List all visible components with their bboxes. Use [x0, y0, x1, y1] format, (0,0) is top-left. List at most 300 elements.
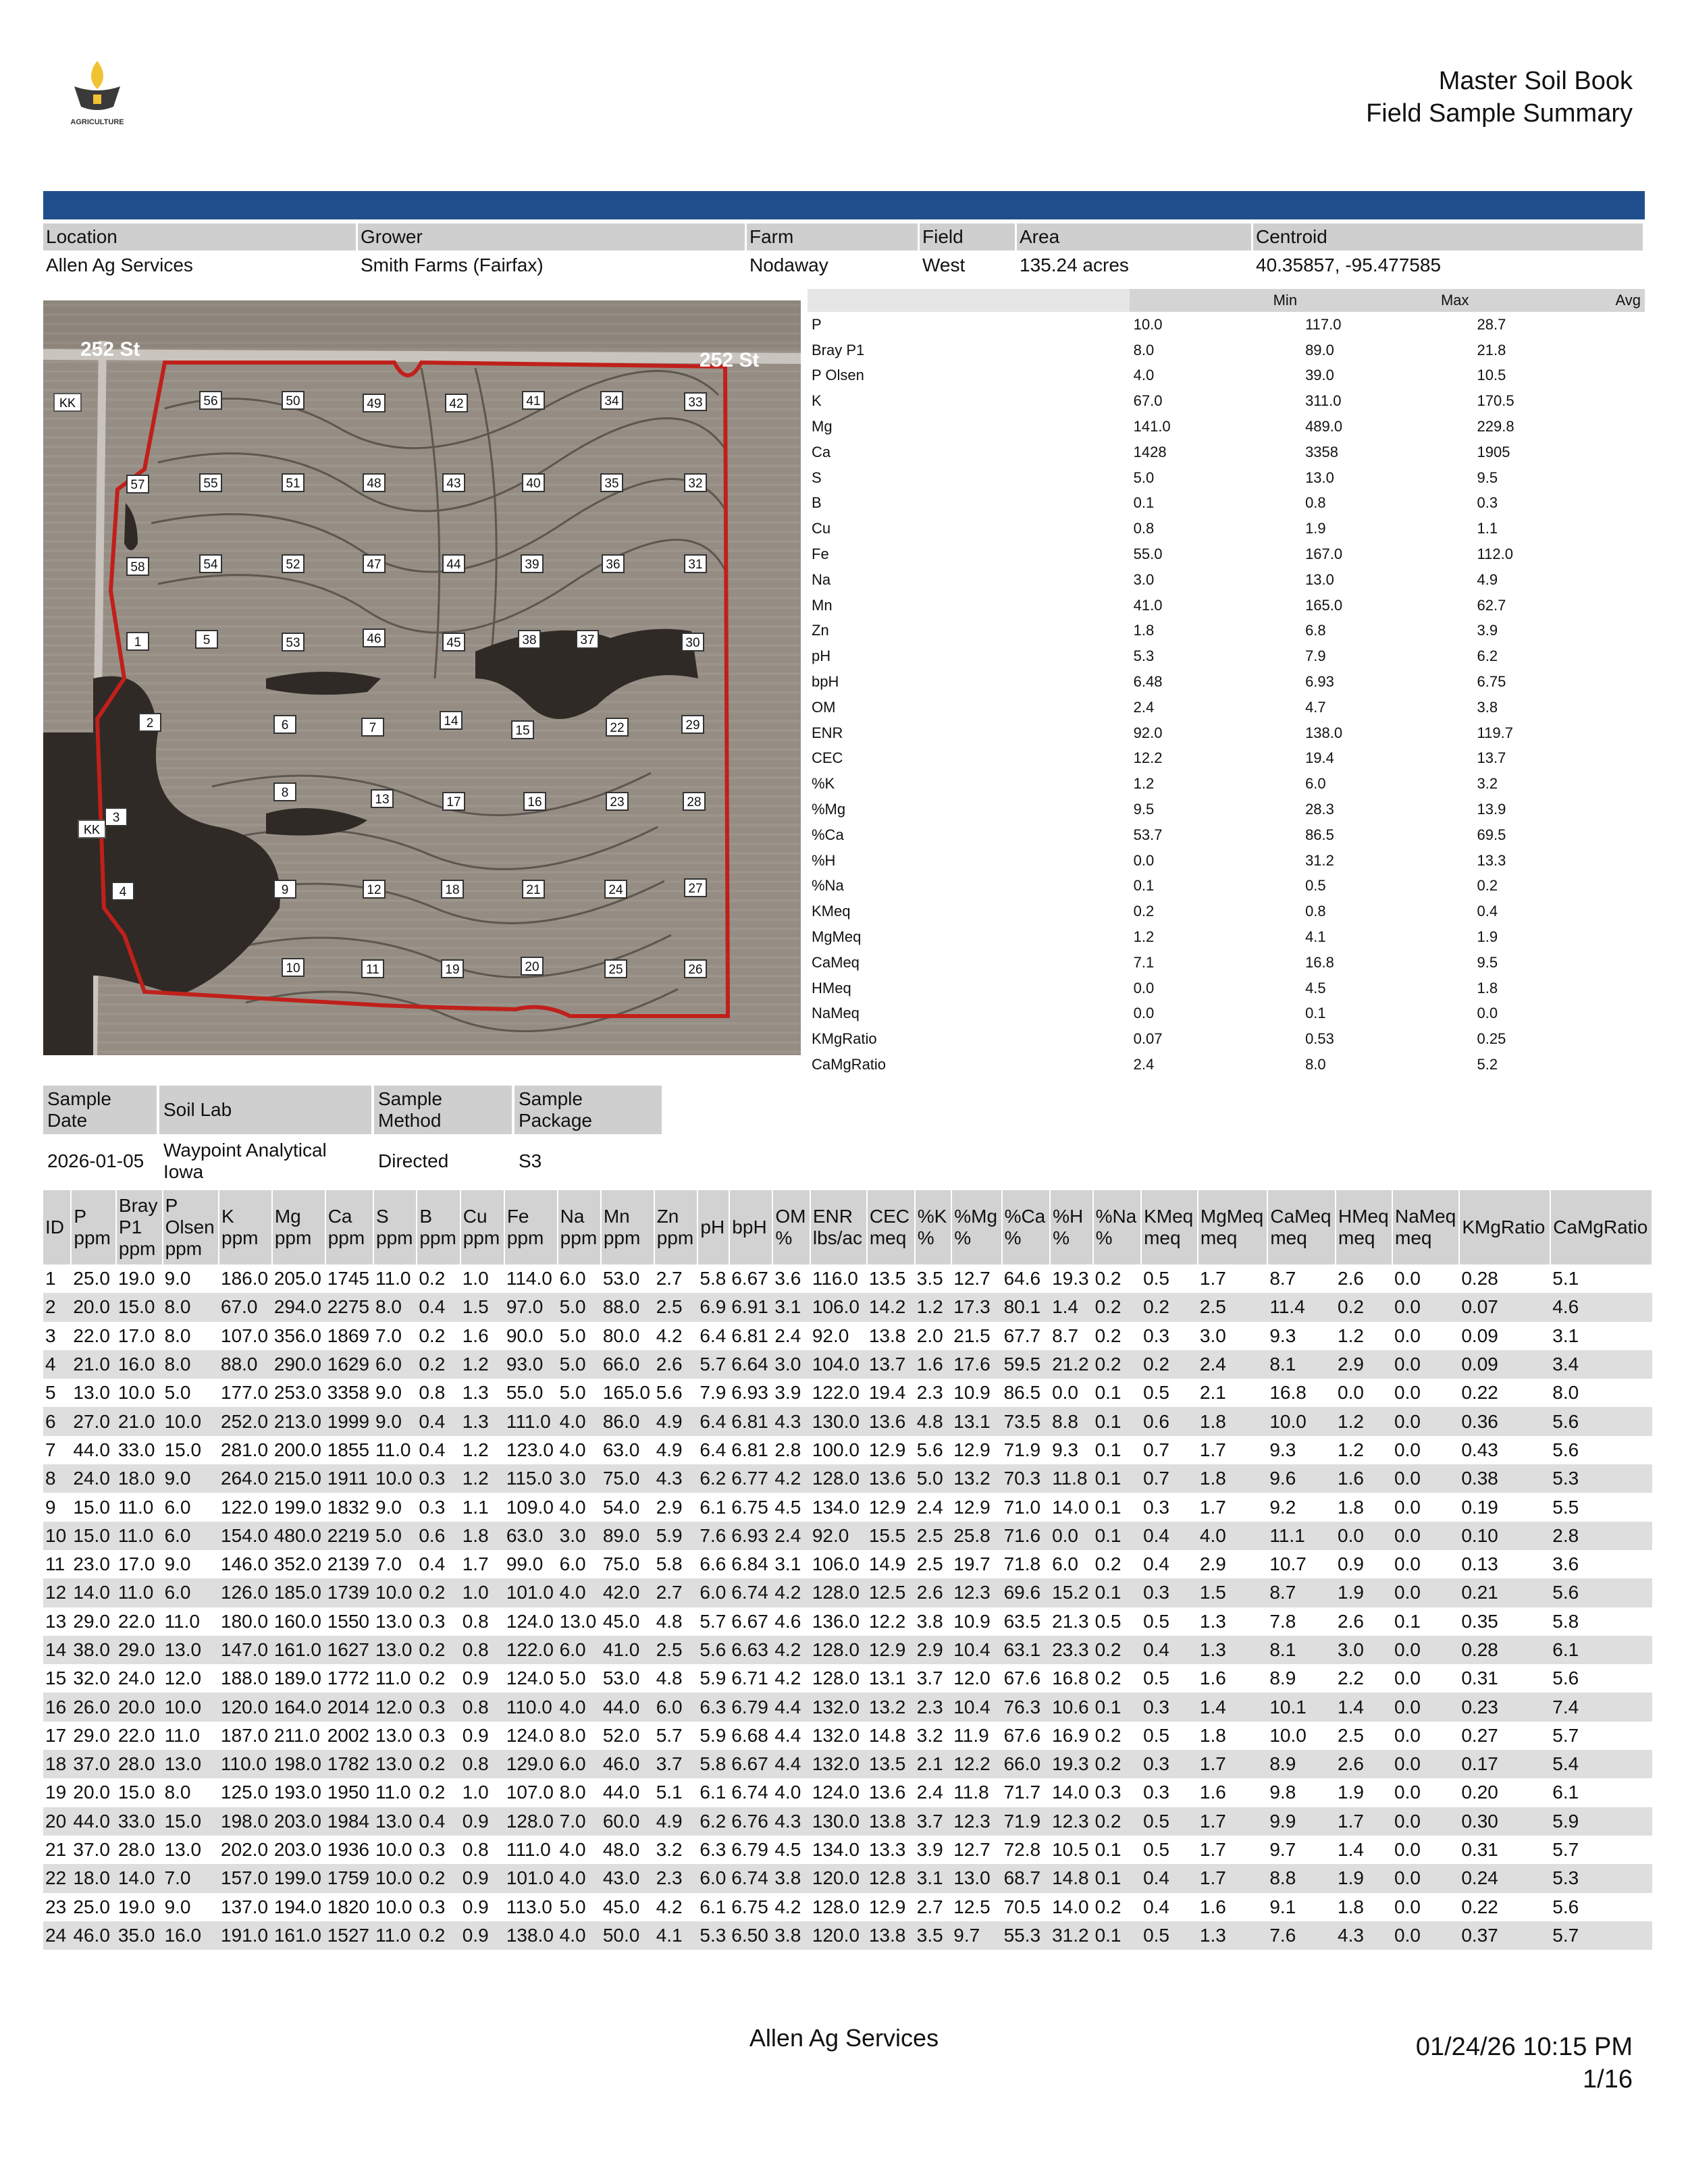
- table-cell: 2139: [327, 1553, 369, 1575]
- table-cell: 5.6: [1552, 1896, 1579, 1917]
- table-cell: 4.2: [774, 1668, 801, 1689]
- table-cell: 1.3: [1198, 1921, 1267, 1950]
- sample-point-10[interactable]: [282, 959, 304, 976]
- table-cell: 122.0: [221, 1496, 269, 1518]
- table-cell: 11.0: [116, 1578, 163, 1607]
- table-cell: 0.4: [419, 1553, 446, 1575]
- table-cell: 76.3: [1002, 1693, 1051, 1721]
- sample-point-label: 28: [687, 795, 702, 809]
- table-cell: 55.0: [506, 1382, 544, 1404]
- table-cell: 14.0: [71, 1578, 116, 1607]
- table-cell: 13.0: [373, 1807, 417, 1836]
- sample-point-30[interactable]: [682, 633, 704, 651]
- table-cell: 13.8: [868, 1325, 906, 1346]
- sample-point-55[interactable]: [200, 474, 221, 491]
- table-cell: 480.0: [272, 1522, 325, 1550]
- table-cell: 200.0: [273, 1439, 321, 1460]
- table-cell: 7.0: [375, 1325, 402, 1346]
- stats-row: [808, 924, 1645, 950]
- table-cell: 90.0: [506, 1325, 544, 1346]
- sample-point-34[interactable]: [601, 392, 623, 409]
- table-cell: 120.0: [810, 1921, 867, 1950]
- table-cell: 12.8: [867, 1864, 915, 1892]
- table-cell: 0.5: [1143, 1668, 1169, 1689]
- table-cell: 2.9: [656, 1496, 683, 1518]
- sample-value: Directed: [378, 1150, 449, 1171]
- table-cell: 3.0: [1336, 1636, 1392, 1664]
- table-cell: 128.0: [504, 1807, 558, 1836]
- table-cell: 0.1: [1093, 1407, 1142, 1435]
- sample-point-label: 2: [146, 716, 154, 730]
- table-cell: 19.7: [953, 1553, 991, 1575]
- table-cell: 2.9: [1336, 1350, 1392, 1379]
- table-cell: 0.2: [1336, 1293, 1392, 1321]
- table-cell: 6.67: [731, 1610, 768, 1632]
- table-cell: 5.3: [697, 1921, 729, 1950]
- table-cell: 93.0: [504, 1350, 558, 1379]
- sample-point-24[interactable]: [605, 880, 627, 898]
- table-cell: 18.0: [116, 1464, 163, 1493]
- table-cell: 1.8: [460, 1522, 504, 1550]
- sample-point-14[interactable]: [440, 712, 462, 729]
- sample-point-32[interactable]: [685, 474, 706, 491]
- sample-point-33[interactable]: [685, 393, 706, 410]
- table-cell: 1629: [325, 1350, 373, 1379]
- table-cell: 4.9: [654, 1407, 698, 1435]
- table-cell: 46.0: [601, 1750, 654, 1778]
- table-cell: 0.0: [1050, 1522, 1093, 1550]
- table-cell: 4.8: [656, 1610, 683, 1632]
- table-cell: 111.0: [504, 1407, 558, 1435]
- sample-point-36[interactable]: [602, 555, 624, 572]
- table-cell: 0.36: [1459, 1407, 1550, 1435]
- stats-label: Bray P1: [812, 341, 865, 358]
- table-cell: 10.6: [1050, 1693, 1093, 1721]
- table-cell: 12.7: [953, 1268, 991, 1289]
- stats-label: S: [812, 469, 822, 486]
- stats-value: 0.1: [1133, 494, 1155, 512]
- sample-point-label: 7: [369, 721, 377, 735]
- sample-point-52[interactable]: [282, 555, 304, 572]
- table-cell: 205.0: [273, 1268, 321, 1289]
- sample-point-21[interactable]: [523, 880, 544, 898]
- table-cell: 12.3: [1050, 1807, 1093, 1836]
- table-cell: 60.0: [601, 1807, 654, 1836]
- table-cell: 0.1: [1094, 1839, 1122, 1861]
- table-cell: 10.5: [1052, 1839, 1089, 1861]
- column-header: CEC meq: [867, 1190, 915, 1264]
- table-cell: 0.38: [1459, 1464, 1550, 1493]
- table-cell: 120.0: [810, 1864, 867, 1892]
- table-cell: 43.0: [601, 1864, 654, 1892]
- stats-value: 6.48: [1133, 673, 1163, 691]
- table-cell: 12.2: [868, 1610, 906, 1632]
- sample-point-label: 24: [608, 883, 623, 897]
- stats-label: Ca: [812, 443, 831, 460]
- sample-point-label: 46: [367, 632, 381, 646]
- table-cell: 164.0: [272, 1693, 325, 1721]
- stats-value: 13.9: [1477, 801, 1506, 818]
- sample-point-2[interactable]: [139, 714, 161, 731]
- table-cell: 134.0: [812, 1496, 860, 1518]
- stats-label: CEC: [812, 749, 843, 767]
- sample-point-45[interactable]: [443, 633, 465, 651]
- table-cell: 44.0: [71, 1807, 116, 1836]
- table-cell: 2.3: [654, 1864, 698, 1892]
- stats-value: 311.0: [1305, 392, 1342, 410]
- table-cell: 0.1: [1093, 1921, 1142, 1950]
- table-cell: 55.3: [1002, 1921, 1051, 1950]
- table-cell: 4.1: [654, 1921, 698, 1950]
- table-cell: 109.0: [506, 1496, 554, 1518]
- sample-point-47[interactable]: [363, 555, 385, 572]
- sample-point-58[interactable]: [127, 558, 149, 575]
- sample-point-37[interactable]: [577, 631, 598, 648]
- logo-text: AGRICULTURE: [70, 118, 124, 126]
- stats-value: 1.8: [1477, 979, 1498, 996]
- sample-point-17[interactable]: [443, 793, 465, 810]
- table-cell: 290.0: [272, 1350, 325, 1379]
- sample-point-29[interactable]: [682, 716, 704, 733]
- table-cell: 15.5: [867, 1522, 915, 1550]
- table-cell: 0.4: [419, 1439, 446, 1460]
- summary-stats-table: [808, 289, 1645, 1077]
- table-cell: 71.0: [1003, 1496, 1041, 1518]
- table-cell: 4.5: [774, 1496, 801, 1518]
- sample-point-label: 12: [367, 883, 381, 897]
- table-cell: 4.6: [1550, 1293, 1652, 1321]
- sample-point-16[interactable]: [524, 793, 546, 810]
- table-cell: 6.0: [163, 1578, 219, 1607]
- table-cell: 129.0: [504, 1750, 558, 1778]
- table-cell: 13.0: [375, 1724, 413, 1746]
- sample-point-41[interactable]: [523, 392, 544, 409]
- column-header: Na ppm: [558, 1190, 601, 1264]
- table-cell: 10.0: [117, 1382, 155, 1404]
- table-cell: 0.1: [1093, 1693, 1142, 1721]
- sample-point-18[interactable]: [442, 880, 463, 898]
- table-cell: 6.74: [731, 1782, 768, 1803]
- header-bar: [43, 191, 1645, 219]
- road-label: 252 St: [80, 338, 140, 361]
- table-cell: 24.0: [117, 1668, 155, 1689]
- table-cell: 0.3: [1141, 1578, 1198, 1607]
- sample-point-label: 20: [525, 960, 539, 974]
- table-cell: 5.0: [559, 1668, 586, 1689]
- table-cell: 4.3: [772, 1407, 810, 1435]
- table-cell: 66.0: [601, 1350, 654, 1379]
- sample-point-46[interactable]: [363, 629, 385, 647]
- table-cell: 0.9: [1338, 1553, 1364, 1575]
- table-cell: 1.2: [460, 1464, 504, 1493]
- table-cell: 0.21: [1459, 1578, 1550, 1607]
- table-cell: 1627: [325, 1636, 373, 1664]
- sample-point-42[interactable]: [446, 394, 467, 412]
- table-cell: 0.09: [1459, 1350, 1550, 1379]
- sample-point-11[interactable]: [362, 960, 384, 978]
- sample-point-54[interactable]: [200, 555, 221, 572]
- table-cell: 2.5: [654, 1293, 698, 1321]
- sample-point-31[interactable]: [685, 555, 706, 572]
- sample-point-26[interactable]: [685, 960, 706, 978]
- sample-point-22[interactable]: [606, 718, 628, 736]
- sample-point-label: 21: [526, 883, 541, 897]
- stats-value: 6.2: [1477, 647, 1498, 665]
- table-cell: 0.2: [417, 1578, 460, 1607]
- table-cell: 11.4: [1267, 1293, 1336, 1321]
- table-cell: 12.9: [868, 1496, 906, 1518]
- sample-point-35[interactable]: [601, 474, 623, 491]
- table-cell: 2.7: [654, 1578, 698, 1607]
- table-cell: 3.8: [916, 1610, 943, 1632]
- sample-point-38[interactable]: [519, 631, 540, 648]
- table-cell: 185.0: [272, 1578, 325, 1607]
- stats-value: 0.1: [1305, 1005, 1326, 1022]
- table-cell: 0.31: [1461, 1668, 1498, 1689]
- column-header: %K %: [915, 1190, 951, 1264]
- sample-point-5[interactable]: [196, 631, 217, 648]
- table-cell: 4.8: [656, 1668, 683, 1689]
- table-cell: 352.0: [273, 1553, 321, 1575]
- table-cell: 3.5: [915, 1921, 951, 1950]
- sample-info-table: [43, 1086, 664, 1188]
- sample-point-23[interactable]: [606, 793, 628, 810]
- table-cell: 128.0: [810, 1464, 867, 1493]
- table-row: [43, 1807, 1652, 1836]
- sample-point-44[interactable]: [443, 555, 465, 572]
- table-cell: 6.67: [731, 1268, 768, 1289]
- table-cell: 5.7: [700, 1610, 727, 1632]
- stats-value: 0.2: [1477, 877, 1498, 895]
- table-cell: 6.0: [697, 1578, 729, 1607]
- sample-point-7[interactable]: [362, 718, 384, 736]
- table-cell: 6.4: [697, 1407, 729, 1435]
- stats-value: 89.0: [1305, 341, 1334, 358]
- sample-point-label: 41: [526, 394, 541, 408]
- table-cell: 23: [45, 1896, 67, 1917]
- table-cell: 9.0: [163, 1464, 219, 1493]
- table-cell: 33.0: [116, 1807, 163, 1836]
- sample-point-label: 1: [134, 635, 142, 649]
- table-cell: 116.0: [812, 1268, 858, 1289]
- table-cell: 6.74: [729, 1578, 772, 1607]
- stats-value: 53.7: [1133, 826, 1163, 843]
- table-cell: 1745: [327, 1268, 369, 1289]
- table-cell: 14.8: [868, 1724, 906, 1746]
- table-cell: 11.0: [116, 1522, 163, 1550]
- table-cell: 88.0: [219, 1350, 272, 1379]
- sample-point-13[interactable]: [371, 790, 393, 807]
- table-cell: 38.0: [71, 1636, 116, 1664]
- sample-point-27[interactable]: [685, 879, 706, 897]
- sample-point-3[interactable]: [105, 808, 127, 826]
- sample-point-8[interactable]: [274, 783, 296, 801]
- column-header: CaMeq meq: [1267, 1190, 1336, 1264]
- table-cell: 0.2: [1094, 1668, 1122, 1689]
- table-cell: 67.7: [1003, 1325, 1041, 1346]
- table-cell: 4.0: [559, 1439, 586, 1460]
- table-cell: 1.2: [1336, 1407, 1392, 1435]
- stats-row: [808, 1026, 1645, 1052]
- sample-point-40[interactable]: [523, 474, 544, 491]
- table-cell: 11.8: [1050, 1464, 1093, 1493]
- table-cell: 20: [43, 1807, 71, 1836]
- table-cell: 7.0: [375, 1553, 402, 1575]
- table-cell: 6.77: [729, 1464, 772, 1493]
- table-cell: 11: [45, 1553, 65, 1575]
- table-cell: 14.2: [867, 1293, 915, 1321]
- stats-label: Na: [812, 570, 831, 588]
- table-cell: 8.9: [1269, 1668, 1296, 1689]
- table-cell: 1.6: [1199, 1782, 1226, 1803]
- table-cell: 1.6: [1199, 1668, 1226, 1689]
- stats-value: 1.2: [1133, 928, 1155, 946]
- table-cell: 6.6: [700, 1553, 727, 1575]
- table-cell: 3.2: [916, 1724, 943, 1746]
- table-cell: 4.2: [656, 1896, 683, 1917]
- table-cell: 3.6: [774, 1268, 801, 1289]
- table-cell: 177.0: [221, 1382, 269, 1404]
- kk-label-text: KK: [59, 396, 76, 410]
- table-cell: 52.0: [602, 1724, 640, 1746]
- table-cell: 3.1: [1552, 1325, 1579, 1346]
- table-cell: 4: [43, 1350, 71, 1379]
- table-cell: 63.1: [1002, 1636, 1051, 1664]
- table-cell: 199.0: [272, 1864, 325, 1892]
- stats-value: 28.3: [1305, 801, 1334, 818]
- info-value: 135.24 acres: [1020, 255, 1129, 275]
- table-cell: 13.6: [867, 1407, 915, 1435]
- stats-label: Mn: [812, 596, 833, 614]
- table-cell: 16.0: [116, 1350, 163, 1379]
- table-cell: 4.0: [558, 1578, 601, 1607]
- table-cell: 1759: [325, 1864, 373, 1892]
- sample-point-15[interactable]: [512, 721, 533, 739]
- table-cell: 1: [45, 1268, 56, 1289]
- table-row: [43, 1578, 1652, 1607]
- sample-header: Soil Lab: [159, 1086, 374, 1134]
- sample-point-51[interactable]: [282, 474, 304, 491]
- stats-value: 6.0: [1305, 775, 1326, 793]
- sample-point-label: 27: [688, 882, 703, 896]
- sample-point-label: 9: [281, 883, 289, 897]
- table-cell: 5.7: [1552, 1724, 1579, 1746]
- table-cell: 2002: [327, 1724, 369, 1746]
- table-cell: 5.7: [1552, 1839, 1579, 1861]
- sample-point-label: 26: [688, 963, 703, 977]
- sample-point-50[interactable]: [282, 392, 304, 409]
- sample-point-48[interactable]: [363, 474, 385, 491]
- sample-point-9[interactable]: [274, 880, 296, 898]
- sample-point-1[interactable]: [127, 633, 149, 650]
- table-cell: 80.1: [1002, 1293, 1051, 1321]
- stats-label: Zn: [812, 622, 829, 639]
- table-cell: 0.23: [1459, 1693, 1550, 1721]
- table-cell: 0.3: [419, 1610, 446, 1632]
- table-cell: 10.9: [953, 1610, 991, 1632]
- table-cell: 92.0: [812, 1325, 849, 1346]
- table-cell: 9.1: [1269, 1896, 1296, 1917]
- table-cell: 89.0: [601, 1522, 654, 1550]
- table-cell: 80.0: [602, 1325, 640, 1346]
- table-cell: 8.0: [164, 1325, 191, 1346]
- sample-point-53[interactable]: [282, 633, 304, 651]
- stats-value: 19.4: [1305, 749, 1334, 767]
- sample-point-43[interactable]: [443, 474, 465, 491]
- sample-point-label: 54: [203, 558, 218, 572]
- table-cell: 37.0: [73, 1839, 110, 1861]
- sample-value: Waypoint Analytical Iowa: [163, 1140, 327, 1182]
- table-cell: 7.9: [700, 1382, 727, 1404]
- stats-value: 5.3: [1133, 647, 1155, 665]
- table-cell: 4.0: [774, 1782, 801, 1803]
- stats-value: 0.3: [1477, 494, 1498, 512]
- table-cell: 16.9: [1052, 1724, 1089, 1746]
- table-cell: 3.0: [1199, 1325, 1226, 1346]
- sample-point-57[interactable]: [127, 475, 149, 493]
- table-cell: 6.74: [729, 1864, 772, 1892]
- table-cell: 12.3: [951, 1807, 1001, 1836]
- table-cell: 0.7: [1141, 1464, 1198, 1493]
- stats-label: CaMeq: [812, 953, 860, 971]
- table-cell: 5.3: [1550, 1464, 1652, 1493]
- table-cell: 4.0: [558, 1921, 601, 1950]
- table-cell: 2.5: [916, 1553, 943, 1575]
- sample-point-56[interactable]: [200, 392, 221, 409]
- sample-point-28[interactable]: [683, 793, 705, 810]
- table-cell: 0.9: [460, 1807, 504, 1836]
- info-header: Centroid: [1253, 223, 1645, 250]
- table-cell: 0.3: [419, 1896, 446, 1917]
- table-cell: 0.3: [1141, 1693, 1198, 1721]
- sample-point-label: 52: [286, 558, 300, 572]
- sample-results-table: [43, 1190, 1653, 1950]
- table-cell: 0.0: [1392, 1807, 1459, 1836]
- sample-point-19[interactable]: [442, 960, 463, 978]
- table-cell: 3.1: [774, 1553, 801, 1575]
- table-cell: 6.67: [729, 1750, 772, 1778]
- table-cell: 24: [43, 1921, 71, 1950]
- table-cell: 161.0: [272, 1921, 325, 1950]
- table-cell: 5.8: [656, 1553, 683, 1575]
- table-cell: 6.63: [729, 1636, 772, 1664]
- sample-point-6[interactable]: [274, 716, 296, 733]
- field-map[interactable]: [43, 300, 801, 1055]
- sample-point-4[interactable]: [112, 882, 134, 900]
- table-cell: 9.0: [164, 1268, 191, 1289]
- table-cell: 128.0: [810, 1636, 867, 1664]
- table-cell: 6.64: [729, 1350, 772, 1379]
- table-cell: 0.2: [417, 1350, 460, 1379]
- table-cell: 44.0: [73, 1439, 110, 1460]
- table-cell: 2.6: [654, 1350, 698, 1379]
- sample-point-25[interactable]: [605, 960, 627, 978]
- sample-point-49[interactable]: [363, 394, 385, 412]
- table-cell: 5.6: [656, 1382, 683, 1404]
- table-cell: 211.0: [273, 1724, 320, 1746]
- table-cell: 9.3: [1269, 1439, 1296, 1460]
- table-cell: 0.0: [1392, 1636, 1459, 1664]
- sample-point-12[interactable]: [363, 880, 385, 898]
- table-cell: 0.3: [1143, 1496, 1169, 1518]
- column-header: Zn ppm: [654, 1190, 698, 1264]
- sample-point-20[interactable]: [521, 957, 543, 975]
- table-cell: 1.3: [462, 1382, 489, 1404]
- table-row: [43, 1664, 1652, 1693]
- table-cell: 53.0: [602, 1668, 640, 1689]
- table-cell: 2.5: [1198, 1293, 1267, 1321]
- sample-point-39[interactable]: [521, 555, 543, 572]
